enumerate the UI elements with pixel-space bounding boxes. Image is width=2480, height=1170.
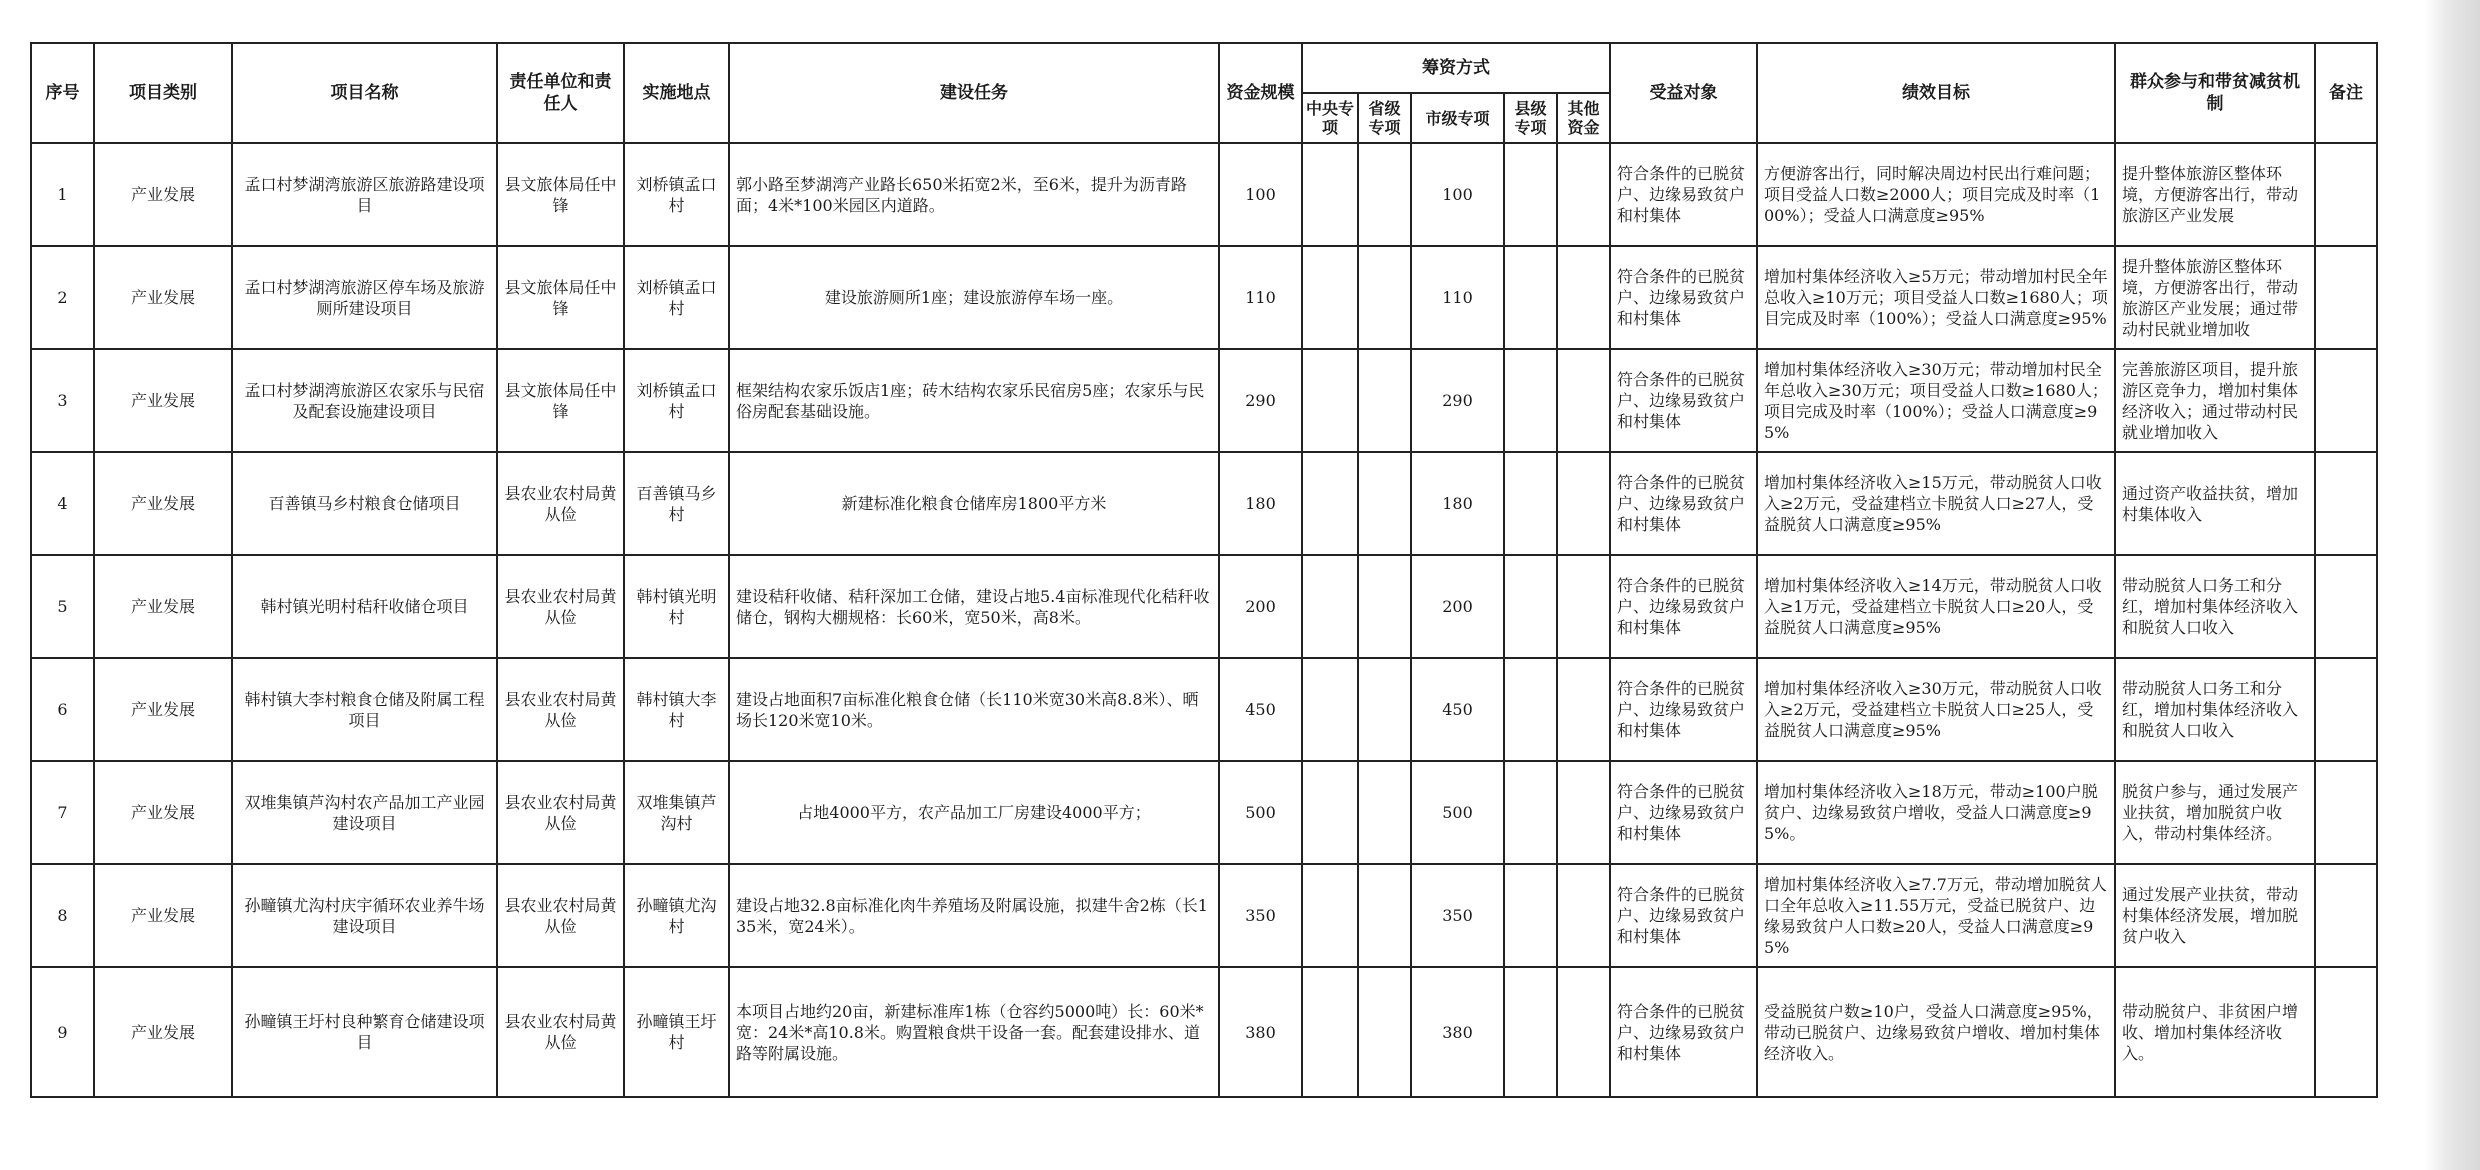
cell-unit: 县农业农村局黄从俭 bbox=[497, 452, 624, 555]
cell-central bbox=[1302, 761, 1358, 864]
header-name: 项目名称 bbox=[232, 43, 497, 143]
cell-scale: 290 bbox=[1219, 349, 1302, 452]
cell-remark bbox=[2315, 143, 2377, 246]
header-mechanism: 群众参与和带贫减贫机制 bbox=[2115, 43, 2315, 143]
cell-seq: 7 bbox=[31, 761, 94, 864]
cell-category: 产业发展 bbox=[94, 967, 232, 1097]
cell-beneficiary: 符合条件的已脱贫户、边缘易致贫户和村集体 bbox=[1610, 143, 1757, 246]
cell-category: 产业发展 bbox=[94, 761, 232, 864]
cell-seq: 2 bbox=[31, 246, 94, 349]
cell-task: 本项目占地约20亩，新建标准库1栋（仓容约5000吨）长：60米*宽：24米*高10.8米。购置粮食烘干设备一套。配套建设排水、道路等附属设施。 bbox=[729, 967, 1219, 1097]
cell-name: 双堆集镇芦沟村农产品加工产业园建设项目 bbox=[232, 761, 497, 864]
cell-county bbox=[1504, 761, 1557, 864]
cell-city: 380 bbox=[1411, 967, 1504, 1097]
cell-other bbox=[1557, 864, 1610, 967]
cell-category: 产业发展 bbox=[94, 349, 232, 452]
cell-mechanism: 带动脱贫人口务工和分红，增加村集体经济收入和脱贫人口收入 bbox=[2115, 658, 2315, 761]
cell-remark bbox=[2315, 246, 2377, 349]
project-table bbox=[30, 42, 2378, 1098]
cell-other bbox=[1557, 761, 1610, 864]
table-row bbox=[31, 246, 2377, 349]
cell-name: 孙疃镇王圩村良种繁育仓储建设项目 bbox=[232, 967, 497, 1097]
table-header-row bbox=[31, 43, 2377, 93]
cell-provincial bbox=[1358, 555, 1411, 658]
table-row bbox=[31, 864, 2377, 967]
cell-scale: 200 bbox=[1219, 555, 1302, 658]
cell-beneficiary: 符合条件的已脱贫户、边缘易致贫户和村集体 bbox=[1610, 452, 1757, 555]
cell-other bbox=[1557, 555, 1610, 658]
cell-task: 框架结构农家乐饭店1座；砖木结构农家乐民宿房5座；农家乐与民俗房配套基础设施。 bbox=[729, 349, 1219, 452]
cell-location: 双堆集镇芦沟村 bbox=[624, 761, 729, 864]
cell-scale: 110 bbox=[1219, 246, 1302, 349]
cell-city: 500 bbox=[1411, 761, 1504, 864]
cell-city: 450 bbox=[1411, 658, 1504, 761]
cell-seq: 5 bbox=[31, 555, 94, 658]
cell-unit: 县农业农村局黄从俭 bbox=[497, 555, 624, 658]
cell-name: 孙疃镇尤沟村庆宇循环农业养牛场建设项目 bbox=[232, 864, 497, 967]
cell-provincial bbox=[1358, 143, 1411, 246]
cell-seq: 1 bbox=[31, 143, 94, 246]
cell-county bbox=[1504, 967, 1557, 1097]
header-city: 市级专项 bbox=[1411, 93, 1504, 143]
cell-scale: 500 bbox=[1219, 761, 1302, 864]
cell-mechanism: 带动脱贫户、非贫困户增收、增加村集体经济收入。 bbox=[2115, 967, 2315, 1097]
cell-unit: 县文旅体局任中锋 bbox=[497, 246, 624, 349]
cell-goal: 增加村集体经济收入≥18万元，带动≥100户脱贫户、边缘易致贫户增收，受益人口满意度≥95%。 bbox=[1757, 761, 2115, 864]
cell-provincial bbox=[1358, 967, 1411, 1097]
cell-task: 占地4000平方，农产品加工厂房建设4000平方； bbox=[729, 761, 1219, 864]
cell-goal: 增加村集体经济收入≥7.7万元，带动增加脱贫人口全年总收入≥11.55万元，受益已脱贫户、边缘易致贫户人口数≥20人，受益人口满意度≥95% bbox=[1757, 864, 2115, 967]
header-location: 实施地点 bbox=[624, 43, 729, 143]
cell-mechanism: 带动脱贫人口务工和分红，增加村集体经济收入和脱贫人口收入 bbox=[2115, 555, 2315, 658]
cell-goal: 增加村集体经济收入≥30万元；带动增加村民全年总收入≥30万元；项目受益人口数≥1680人；项目完成及时率（100%）；受益人口满意度≥95% bbox=[1757, 349, 2115, 452]
cell-beneficiary: 符合条件的已脱贫户、边缘易致贫户和村集体 bbox=[1610, 555, 1757, 658]
cell-location: 韩村镇大李村 bbox=[624, 658, 729, 761]
cell-mechanism: 脱贫户参与，通过发展产业扶贫，增加脱贫户收入，带动村集体经济。 bbox=[2115, 761, 2315, 864]
cell-category: 产业发展 bbox=[94, 555, 232, 658]
cell-location: 刘桥镇孟口村 bbox=[624, 349, 729, 452]
cell-county bbox=[1504, 658, 1557, 761]
cell-goal: 增加村集体经济收入≥5万元；带动增加村民全年总收入≥10万元；项目受益人口数≥1680人；项目完成及时率（100%）；受益人口满意度≥95% bbox=[1757, 246, 2115, 349]
cell-beneficiary: 符合条件的已脱贫户、边缘易致贫户和村集体 bbox=[1610, 864, 1757, 967]
cell-task: 建设占地面积7亩标准化粮食仓储（长110米宽30米高8.8米）、晒场长120米宽10米。 bbox=[729, 658, 1219, 761]
cell-task: 建设秸秆收储、秸秆深加工仓储，建设占地5.4亩标准现代化秸秆收储仓，钢构大棚规格：长60米，宽50米，高8米。 bbox=[729, 555, 1219, 658]
cell-category: 产业发展 bbox=[94, 658, 232, 761]
cell-county bbox=[1504, 143, 1557, 246]
cell-seq: 8 bbox=[31, 864, 94, 967]
cell-remark bbox=[2315, 349, 2377, 452]
cell-other bbox=[1557, 143, 1610, 246]
header-seq: 序号 bbox=[31, 43, 94, 143]
header-goal: 绩效目标 bbox=[1757, 43, 2115, 143]
cell-provincial bbox=[1358, 864, 1411, 967]
header-scale: 资金规模 bbox=[1219, 43, 1302, 143]
cell-remark bbox=[2315, 967, 2377, 1097]
cell-unit: 县农业农村局黄从俭 bbox=[497, 761, 624, 864]
cell-provincial bbox=[1358, 658, 1411, 761]
header-funding: 筹资方式 bbox=[1302, 43, 1610, 93]
cell-provincial bbox=[1358, 452, 1411, 555]
cell-mechanism: 提升整体旅游区整体环境，方便游客出行，带动旅游区产业发展 bbox=[2115, 143, 2315, 246]
header-beneficiary: 受益对象 bbox=[1610, 43, 1757, 143]
cell-goal: 增加村集体经济收入≥30万元，带动脱贫人口收入≥2万元，受益建档立卡脱贫人口≥25人，受益脱贫人口满意度≥95% bbox=[1757, 658, 2115, 761]
cell-city: 290 bbox=[1411, 349, 1504, 452]
cell-city: 200 bbox=[1411, 555, 1504, 658]
table-row bbox=[31, 555, 2377, 658]
cell-beneficiary: 符合条件的已脱贫户、边缘易致贫户和村集体 bbox=[1610, 967, 1757, 1097]
cell-task: 新建标准化粮食仓储库房1800平方米 bbox=[729, 452, 1219, 555]
cell-name: 孟口村梦湖湾旅游区农家乐与民宿及配套设施建设项目 bbox=[232, 349, 497, 452]
cell-remark bbox=[2315, 658, 2377, 761]
cell-location: 韩村镇光明村 bbox=[624, 555, 729, 658]
table-row bbox=[31, 143, 2377, 246]
cell-unit: 县农业农村局黄从俭 bbox=[497, 864, 624, 967]
cell-category: 产业发展 bbox=[94, 246, 232, 349]
cell-provincial bbox=[1358, 349, 1411, 452]
cell-central bbox=[1302, 658, 1358, 761]
cell-location: 孙疃镇尤沟村 bbox=[624, 864, 729, 967]
cell-category: 产业发展 bbox=[94, 864, 232, 967]
cell-remark bbox=[2315, 452, 2377, 555]
cell-other bbox=[1557, 658, 1610, 761]
cell-mechanism: 完善旅游区项目，提升旅游区竞争力，增加村集体经济收入；通过带动村民就业增加收入 bbox=[2115, 349, 2315, 452]
cell-goal: 增加村集体经济收入≥15万元，带动脱贫人口收入≥2万元，受益建档立卡脱贫人口≥27人，受益脱贫人口满意度≥95% bbox=[1757, 452, 2115, 555]
table-row bbox=[31, 967, 2377, 1097]
cell-scale: 350 bbox=[1219, 864, 1302, 967]
cell-central bbox=[1302, 143, 1358, 246]
page-edge-shadow bbox=[2425, 0, 2480, 1170]
cell-scale: 450 bbox=[1219, 658, 1302, 761]
cell-central bbox=[1302, 349, 1358, 452]
table-row bbox=[31, 658, 2377, 761]
cell-name: 韩村镇光明村秸秆收储仓项目 bbox=[232, 555, 497, 658]
table-row bbox=[31, 349, 2377, 452]
cell-mechanism: 通过发展产业扶贫，带动村集体经济发展，增加脱贫户收入 bbox=[2115, 864, 2315, 967]
cell-location: 孙疃镇王圩村 bbox=[624, 967, 729, 1097]
cell-beneficiary: 符合条件的已脱贫户、边缘易致贫户和村集体 bbox=[1610, 658, 1757, 761]
cell-central bbox=[1302, 864, 1358, 967]
cell-location: 刘桥镇孟口村 bbox=[624, 143, 729, 246]
cell-task: 郭小路至梦湖湾产业路长650米拓宽2米，至6米，提升为沥青路面；4米*100米园区内道路。 bbox=[729, 143, 1219, 246]
header-other: 其他资金 bbox=[1557, 93, 1610, 143]
cell-city: 350 bbox=[1411, 864, 1504, 967]
cell-beneficiary: 符合条件的已脱贫户、边缘易致贫户和村集体 bbox=[1610, 761, 1757, 864]
cell-county bbox=[1504, 864, 1557, 967]
cell-goal: 方便游客出行，同时解决周边村民出行难问题；项目受益人口数≥2000人；项目完成及时率（100%）；受益人口满意度≥95% bbox=[1757, 143, 2115, 246]
cell-name: 韩村镇大李村粮食仓储及附属工程项目 bbox=[232, 658, 497, 761]
cell-unit: 县文旅体局任中锋 bbox=[497, 143, 624, 246]
cell-city: 100 bbox=[1411, 143, 1504, 246]
cell-remark bbox=[2315, 555, 2377, 658]
cell-seq: 6 bbox=[31, 658, 94, 761]
cell-seq: 3 bbox=[31, 349, 94, 452]
cell-category: 产业发展 bbox=[94, 143, 232, 246]
cell-scale: 380 bbox=[1219, 967, 1302, 1097]
cell-scale: 100 bbox=[1219, 143, 1302, 246]
cell-remark bbox=[2315, 864, 2377, 967]
cell-name: 孟口村梦湖湾旅游区旅游路建设项目 bbox=[232, 143, 497, 246]
project-table-sheet bbox=[30, 42, 2378, 1098]
cell-central bbox=[1302, 555, 1358, 658]
cell-name: 孟口村梦湖湾旅游区停车场及旅游厕所建设项目 bbox=[232, 246, 497, 349]
header-provincial: 省级专项 bbox=[1358, 93, 1411, 143]
cell-goal: 增加村集体经济收入≥14万元，带动脱贫人口收入≥1万元，受益建档立卡脱贫人口≥20人，受益脱贫人口满意度≥95% bbox=[1757, 555, 2115, 658]
header-county: 县级专项 bbox=[1504, 93, 1557, 143]
cell-provincial bbox=[1358, 761, 1411, 864]
cell-mechanism: 提升整体旅游区整体环境，方便游客出行，带动旅游区产业发展；通过带动村民就业增加收 bbox=[2115, 246, 2315, 349]
table-row bbox=[31, 761, 2377, 864]
cell-category: 产业发展 bbox=[94, 452, 232, 555]
cell-seq: 4 bbox=[31, 452, 94, 555]
table-row bbox=[31, 452, 2377, 555]
cell-central bbox=[1302, 452, 1358, 555]
cell-other bbox=[1557, 349, 1610, 452]
cell-other bbox=[1557, 246, 1610, 349]
cell-task: 建设占地32.8亩标准化肉牛养殖场及附属设施，拟建牛舍2栋（长135米，宽24米）。 bbox=[729, 864, 1219, 967]
cell-unit: 县农业农村局黄从俭 bbox=[497, 658, 624, 761]
cell-central bbox=[1302, 246, 1358, 349]
cell-unit: 县文旅体局任中锋 bbox=[497, 349, 624, 452]
cell-county bbox=[1504, 555, 1557, 658]
cell-name: 百善镇马乡村粮食仓储项目 bbox=[232, 452, 497, 555]
header-remark: 备注 bbox=[2315, 43, 2377, 143]
cell-provincial bbox=[1358, 246, 1411, 349]
cell-beneficiary: 符合条件的已脱贫户、边缘易致贫户和村集体 bbox=[1610, 246, 1757, 349]
cell-scale: 180 bbox=[1219, 452, 1302, 555]
cell-other bbox=[1557, 452, 1610, 555]
cell-city: 180 bbox=[1411, 452, 1504, 555]
cell-central bbox=[1302, 967, 1358, 1097]
cell-beneficiary: 符合条件的已脱贫户、边缘易致贫户和村集体 bbox=[1610, 349, 1757, 452]
cell-county bbox=[1504, 246, 1557, 349]
header-unit: 责任单位和责任人 bbox=[497, 43, 624, 143]
header-central: 中央专项 bbox=[1302, 93, 1358, 143]
cell-county bbox=[1504, 452, 1557, 555]
cell-location: 刘桥镇孟口村 bbox=[624, 246, 729, 349]
cell-mechanism: 通过资产收益扶贫，增加村集体收入 bbox=[2115, 452, 2315, 555]
cell-city: 110 bbox=[1411, 246, 1504, 349]
cell-goal: 受益脱贫户数≥10户，受益人口满意度≥95%，带动已脱贫户、边缘易致贫户增收、增加村集体经济收入。 bbox=[1757, 967, 2115, 1097]
cell-task: 建设旅游厕所1座；建设旅游停车场一座。 bbox=[729, 246, 1219, 349]
cell-county bbox=[1504, 349, 1557, 452]
header-category: 项目类别 bbox=[94, 43, 232, 143]
cell-other bbox=[1557, 967, 1610, 1097]
cell-unit: 县农业农村局黄从俭 bbox=[497, 967, 624, 1097]
cell-seq: 9 bbox=[31, 967, 94, 1097]
cell-remark bbox=[2315, 761, 2377, 864]
cell-location: 百善镇马乡村 bbox=[624, 452, 729, 555]
header-task: 建设任务 bbox=[729, 43, 1219, 143]
